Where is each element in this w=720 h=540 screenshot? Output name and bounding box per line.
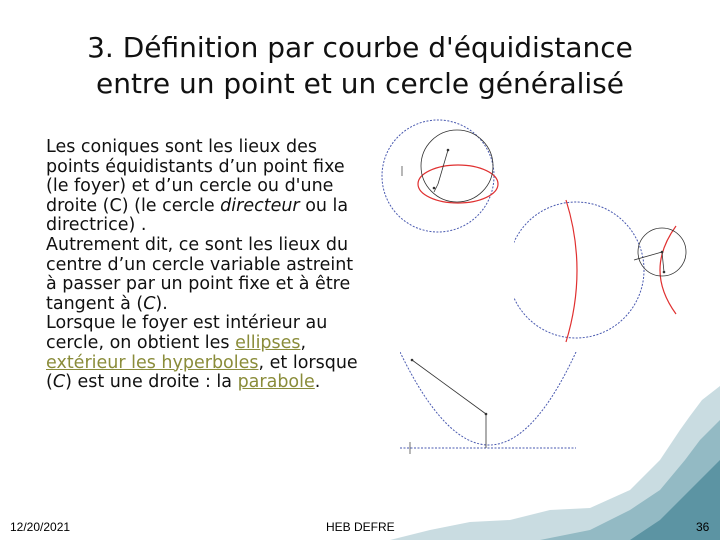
slide-title	[20, 30, 700, 102]
link-parabole[interactable]: parabole	[237, 372, 315, 393]
para3-text-b: ,	[300, 332, 307, 353]
link-hyperboles[interactable]: extérieur les hyperboles	[46, 352, 259, 373]
footer-author: HEB DEFRE	[326, 520, 395, 534]
para3-text-d: ) est une droite : la	[65, 372, 238, 393]
para1-emphasis: directeur	[220, 195, 300, 216]
para2-emphasis: C	[143, 293, 156, 314]
para2-text-b: ).	[155, 293, 168, 314]
title-line-2: entre un point et un cercle généralisé	[95, 67, 624, 100]
paragraph-3	[46, 314, 366, 392]
paragraph-2	[46, 236, 366, 314]
hyperbola-figure	[514, 196, 718, 344]
para1-text-a: Les coniques sont les lieux des points équidistants d’un point fixe (le foyer) et d’un cercle ou d'une droite (C) (le cercle	[46, 137, 345, 216]
footer-date: 12/20/2021	[10, 520, 71, 534]
para3-text-c: , et lorsque (	[46, 352, 358, 393]
para2-text-a: Autrement dit, ce sont les lieux du centre d’un cercle variable astreint à passer par un point fixe et à être tangent à (	[46, 234, 354, 314]
ellipse-figure	[362, 116, 524, 234]
para3-emphasis: C	[52, 372, 66, 393]
para3-text-e: .	[314, 372, 321, 393]
para3-text-a: Lorsque le foyer est intérieur au cercle, on obtient les	[46, 313, 328, 353]
paragraph-1	[46, 138, 366, 236]
mountain-decoration	[390, 380, 720, 540]
body-text	[46, 138, 366, 393]
link-ellipses[interactable]: ellipses	[235, 332, 301, 353]
page-number: 36	[696, 520, 710, 534]
para1-text-b: ou la directrice) .	[46, 195, 349, 236]
title-line-1: 3. Définition par courbe d'équidistance	[87, 31, 633, 64]
